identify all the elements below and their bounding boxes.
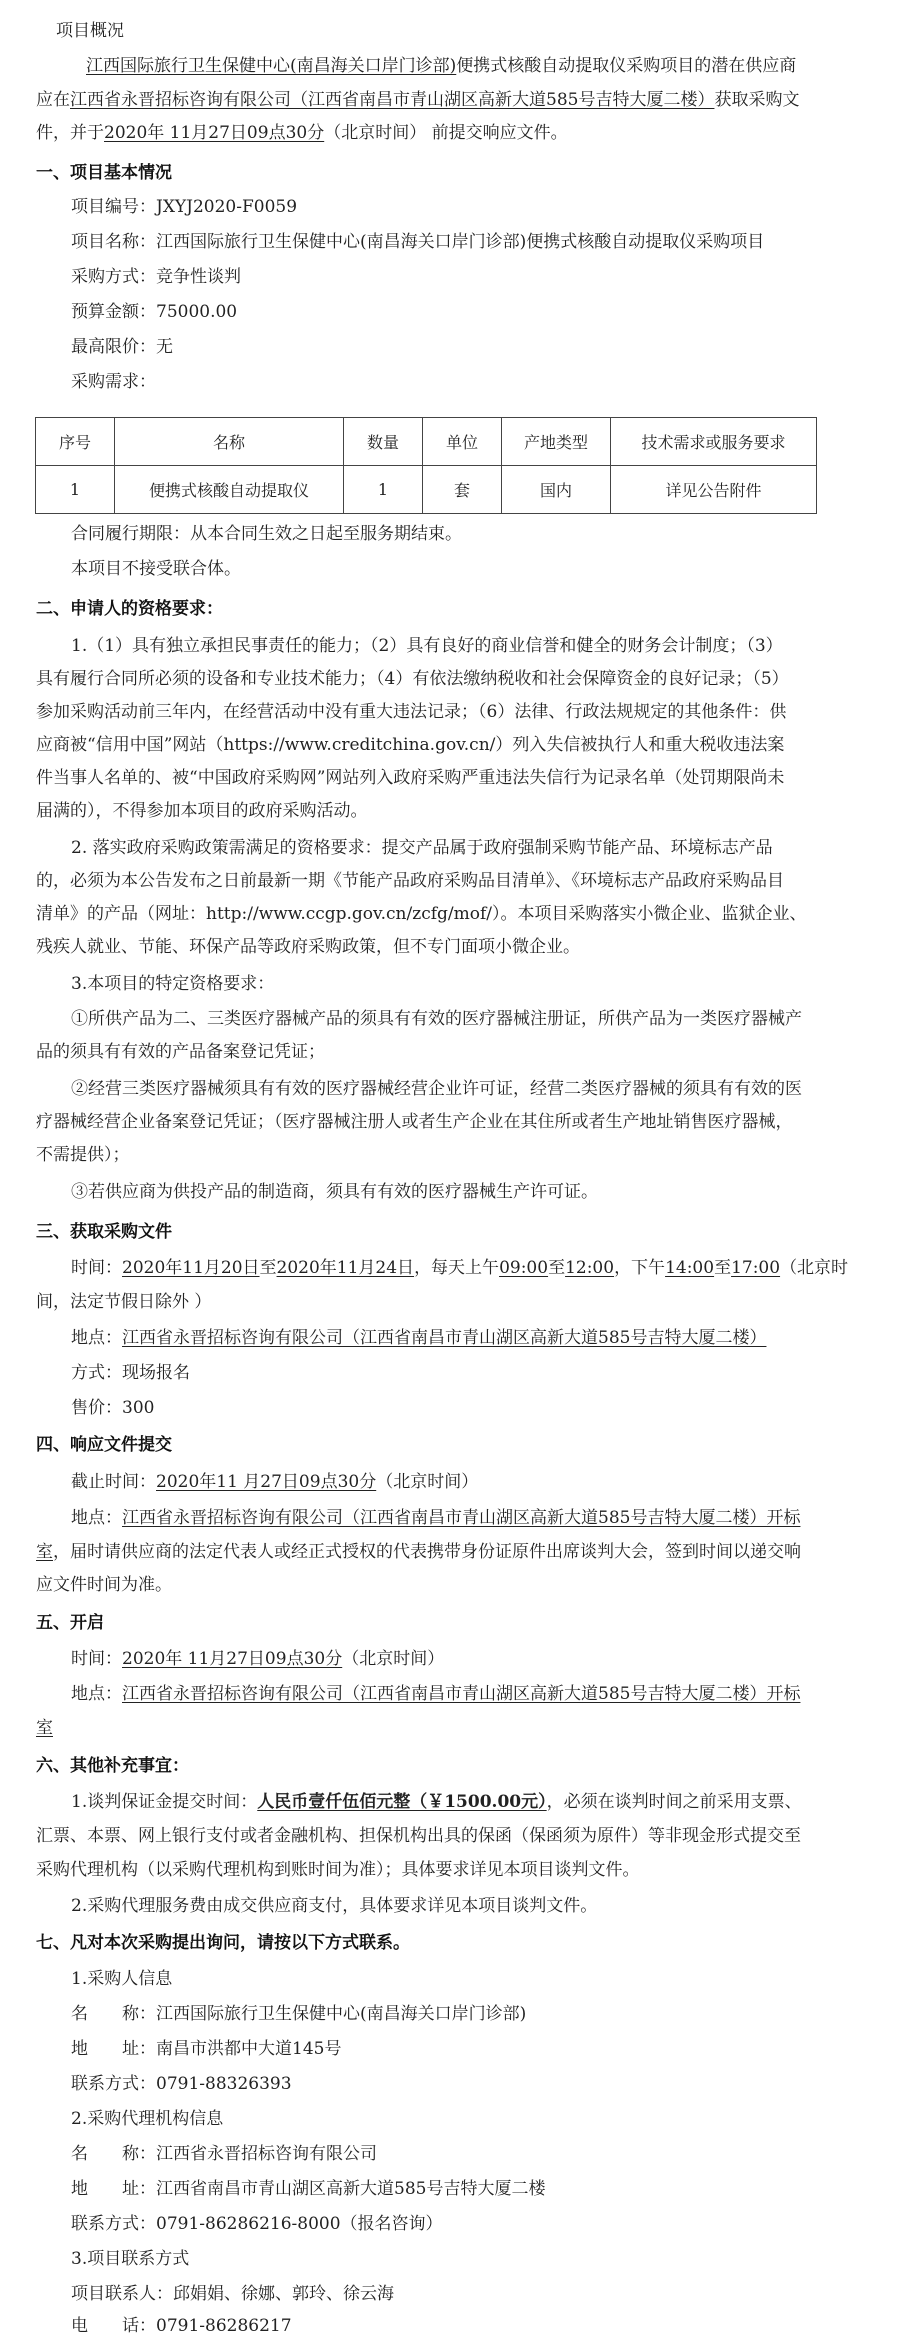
text: ，届时请供应商的法定代表人或经正式授权的代表携带身份证原件出席谈判大会，签到时间以递交响 [53, 1542, 801, 1562]
qualification-para-1: 1.（1）具有独立承担民事责任的能力；（2）具有良好的商业信誉和健全的财务会计制度；（3） [71, 636, 783, 656]
project-name: 项目名称：江西国际旅行卫生保健中心(南昌海关口岸门诊部)便携式核酸自动提取仪采购项目 [71, 232, 765, 252]
overview-line-1 [86, 53, 796, 79]
open-place: 江西省永晋招标咨询有限公司（江西省南昌市青山湖区高新大道585号吉特大厦二楼）开标 [122, 1684, 801, 1704]
deadline-line [71, 1469, 478, 1495]
qualification-para-1: 参加采购活动前三年内，在经营活动中没有重大违法记录；（6）法律、行政法规规定的其他条件：供 [36, 702, 787, 722]
qualification-para-2: 2. 落实政府采购政策需满足的资格要求：提交产品属于政府强制采购节能产品、环境标志产品 [71, 838, 773, 858]
open-place-line [71, 1681, 800, 1707]
overview-text: （北京时间） 前提交响应文件。 [324, 123, 568, 143]
qualification-para-2: 的，必须为本公告发布之日前最新一期《节能产品政府采购品目清单》、《环境标志产品政府采购品目 [36, 871, 784, 891]
requirements-label: 采购需求： [71, 372, 156, 392]
time: 09:00 [499, 1258, 549, 1278]
buyer-address-line [71, 2036, 341, 2062]
section-6-heading: 六、其他补充事宜： [36, 1756, 189, 1776]
agency-address: 江西省南昌市青山湖区高新大道585号吉特大厦二楼 [156, 2179, 546, 2199]
text: （北京时间） [376, 1472, 479, 1492]
label: 名 称： [71, 2144, 156, 2164]
qualification-para-2: 残疾人就业、节能、环保产品等政府采购政策，但不专门面项小微企业。 [36, 937, 580, 957]
time: 17:00 [731, 1258, 781, 1278]
special-qualification-a: ①所供产品为二、三类医疗器械产品的须具有有效的医疗器械注册证，所供产品为一类医疗器械产 [71, 1009, 802, 1029]
submit-place: 室 [36, 1542, 53, 1562]
overview-text: 获取采购文 [714, 90, 800, 110]
buyer-name-line [71, 2001, 526, 2027]
table-header: 产地类型 [502, 418, 611, 466]
document-price: 售价：300 [71, 1398, 155, 1418]
time: 12:00 [565, 1258, 615, 1278]
agency-name: 江西省永晋招标咨询有限公司 [156, 2144, 377, 2164]
obtain-time-line [71, 1255, 848, 1281]
text: ，必须在谈判时间之前采用支票、 [546, 1792, 802, 1812]
open-time-line [71, 1646, 444, 1672]
section-7-heading: 七、凡对本次采购提出询问，请按以下方式联系。 [36, 1933, 410, 1953]
label: 地点： [71, 1328, 122, 1348]
agency-address: 江西省永晋招标咨询有限公司（江西省南昌市青山湖区高新大道585号吉特大厦二楼） [70, 90, 715, 110]
section-4-heading: 四、响应文件提交 [36, 1435, 172, 1455]
separator: 至 [259, 1258, 277, 1278]
label: 时间： [71, 1649, 122, 1669]
submit-place-line-2 [36, 1539, 801, 1565]
submit-place: 江西省永晋招标咨询有限公司（江西省南昌市青山湖区高新大道585号吉特大厦二楼）开标 [122, 1508, 801, 1528]
overview-line-3 [36, 120, 568, 146]
special-qualification-b: 疗器械经营企业备案登记凭证；（医疗器械注册人或者生产企业在其住所或者生产地址销售医疗器械， [36, 1112, 793, 1132]
separator: 至 [714, 1258, 732, 1278]
text: ，每天上午 [414, 1258, 500, 1278]
overview-text: 便携式核酸自动提取仪采购项目的潜在供应商 [456, 56, 797, 76]
special-qualification-b: ②经营三类医疗器械须具有有效的医疗器械经营企业许可证，经营二类医疗器械的须具有有效的医 [71, 1079, 802, 1099]
text: 1.谈判保证金提交时间： [71, 1792, 258, 1812]
table-cell: 详见公告附件 [611, 466, 817, 514]
project-contact-people: 项目联系人：邱娟娟、徐娜、郭玲、徐云海 [71, 2284, 394, 2304]
label: 地 址： [71, 2179, 156, 2199]
submit-deadline: 2020年 11月27日09点30分 [104, 123, 325, 143]
contract-term: 合同履行期限：从本合同生效之日起至服务期结束。 [71, 524, 462, 544]
open-place: 室 [36, 1718, 53, 1738]
agency-address-line [71, 2176, 545, 2202]
overview-title: 项目概况 [56, 21, 124, 41]
procurement-method: 采购方式：竞争性谈判 [71, 267, 241, 287]
table-row [36, 466, 817, 514]
special-qualification-c: ③若供应商为供投产品的制造商，须具有有效的医疗器械生产许可证。 [71, 1182, 598, 1202]
label: 名 称： [71, 2004, 156, 2024]
project-phone-line [71, 2313, 292, 2339]
overview-text: 应在 [36, 90, 70, 110]
project-number: 项目编号：JXYJ2020-F0059 [71, 197, 298, 217]
label: 截止时间： [71, 1472, 156, 1492]
consortium-note: 本项目不接受联合体。 [71, 559, 241, 579]
deposit-line-2: 汇票、本票、网上银行支付或者金融机构、担保机构出具的保函（保函须为原件）等非现金形式提交至 [36, 1826, 801, 1846]
text: （北京时 [780, 1258, 849, 1278]
section-3-heading: 三、获取采购文件 [36, 1222, 172, 1242]
table-header: 序号 [36, 418, 115, 466]
obtain-place-line [71, 1325, 766, 1351]
overview-text: 件，并于 [36, 123, 104, 143]
label: 地 址： [71, 2039, 156, 2059]
buyer-contact: 联系方式：0791-88326393 [71, 2074, 292, 2094]
table-header: 单位 [423, 418, 502, 466]
requirements-table [35, 417, 817, 514]
qualification-para-1: 届满的），不得参加本项目的政府采购活动。 [36, 801, 368, 821]
deadline: 2020年11 月27日09点30分 [156, 1472, 377, 1492]
obtain-time-line-2: 间，法定节假日除外 ） [36, 1292, 212, 1312]
label: 地点： [71, 1684, 122, 1704]
section-2-heading: 二、申请人的资格要求： [36, 599, 223, 619]
qualification-para-1: 应商被“信用中国”网站（https://www.creditchina.gov.cn/）列入失信被执行人和重大税收违法案 [36, 735, 785, 755]
separator: 至 [548, 1258, 566, 1278]
buyer-info-title: 1.采购人信息 [71, 1969, 173, 1989]
section-5-heading: 五、开启 [36, 1613, 104, 1633]
label: 时间： [71, 1258, 122, 1278]
table-header: 名称 [115, 418, 344, 466]
open-time: 2020年 11月27日09点30分 [122, 1649, 343, 1669]
special-qualification-title: 3.本项目的特定资格要求： [71, 974, 275, 994]
deposit-amount: 人民币壹仟伍佰元整（￥1500.00元） [257, 1792, 547, 1812]
table-cell: 便携式核酸自动提取仪 [115, 466, 344, 514]
qualification-para-1: 件当事人名单的、被“中国政府采购网”网站列入政府采购严重违法失信行为记录名单（处罚期限尚未 [36, 768, 785, 788]
start-date: 2020年11月20日 [122, 1258, 260, 1278]
project-contact-title: 3.项目联系方式 [71, 2249, 190, 2269]
table-header-row [36, 418, 817, 466]
max-price: 最高限价：无 [71, 337, 173, 357]
overview-line-2 [36, 87, 799, 113]
agency-contact: 联系方式：0791-86286216-8000（报名咨询） [71, 2214, 443, 2234]
submit-place-line-3: 应文件时间为准。 [36, 1575, 172, 1595]
budget-amount: 预算金额：75000.00 [71, 302, 238, 322]
label: 电 话： [71, 2316, 156, 2336]
section-1-heading: 一、项目基本情况 [36, 163, 172, 183]
text: （北京时间） [342, 1649, 445, 1669]
table-cell: 1 [344, 466, 423, 514]
obtain-mode: 方式：现场报名 [71, 1363, 190, 1383]
table-header: 数量 [344, 418, 423, 466]
time: 14:00 [665, 1258, 715, 1278]
qualification-para-2: 清单》的产品（网址：http://www.ccgp.gov.cn/zcfg/mof/）。本项目采购落实小微企业、监狱企业、 [36, 904, 807, 924]
special-qualification-b: 不需提供）； [36, 1145, 130, 1165]
end-date: 2020年11月24日 [276, 1258, 415, 1278]
deposit-line-3: 采购代理机构（以采购代理机构到账时间为准）；具体要求详见本项目谈判文件。 [36, 1860, 640, 1880]
buyer-name-link: 江西国际旅行卫生保健中心(南昌海关口岸门诊部) [86, 56, 457, 76]
text: ，下午 [614, 1258, 666, 1278]
service-fee-note: 2.采购代理服务费由成交供应商支付，具体要求详见本项目谈判文件。 [71, 1896, 598, 1916]
buyer-address: 南昌市洪都中大道145号 [156, 2039, 342, 2059]
table-cell: 1 [36, 466, 115, 514]
table-cell: 套 [423, 466, 502, 514]
deposit-line [71, 1789, 802, 1815]
open-place-line-2 [36, 1715, 53, 1741]
table-cell: 国内 [502, 466, 611, 514]
agency-name-line [71, 2141, 377, 2167]
project-phone: 0791-86286217 [156, 2316, 292, 2336]
agency-info-title: 2.采购代理机构信息 [71, 2109, 224, 2129]
submit-place-line [71, 1505, 800, 1531]
table-header: 技术需求或服务要求 [611, 418, 817, 466]
label: 地点： [71, 1508, 122, 1528]
qualification-para-1: 具有履行合同所必须的设备和专业技术能力；（4）有依法缴纳税收和社会保障资金的良好记录；（5） [36, 669, 789, 689]
special-qualification-a: 品的须具有有效的产品备案登记凭证； [36, 1042, 325, 1062]
obtain-place: 江西省永晋招标咨询有限公司（江西省南昌市青山湖区高新大道585号吉特大厦二楼） [122, 1328, 767, 1348]
buyer-name: 江西国际旅行卫生保健中心(南昌海关口岸门诊部) [156, 2004, 527, 2024]
